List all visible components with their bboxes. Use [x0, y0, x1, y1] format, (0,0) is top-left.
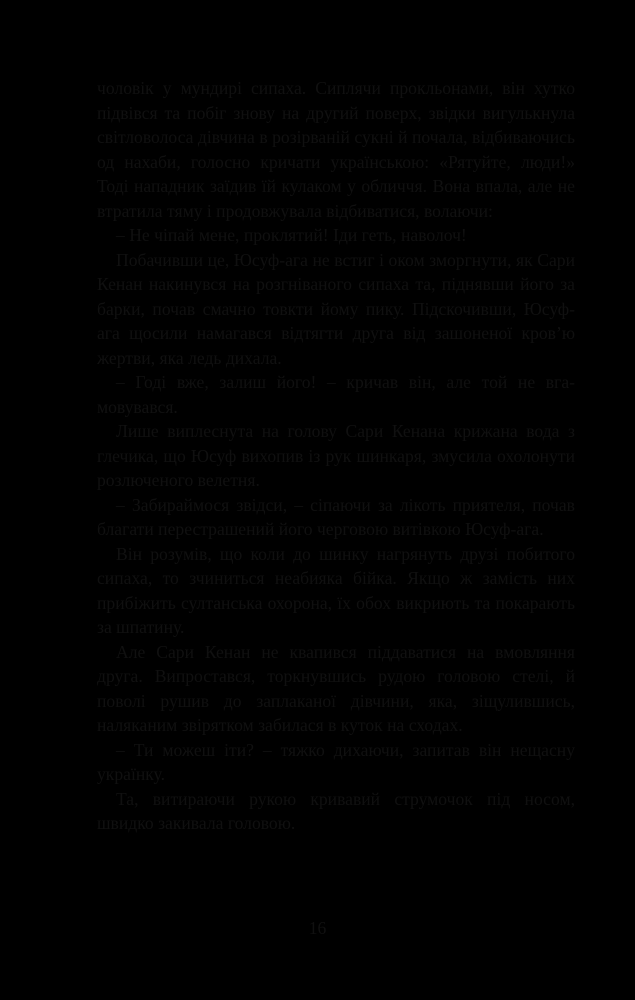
paragraph: – Ти можеш іти? – тяжко дихаючи, запитав він нещасну українку. [97, 739, 575, 784]
paragraph: Та, витираючи рукою кривавий струмочок під носом, швидко закивала головою. [97, 788, 575, 833]
paragraph: Побачивши це, Юсуф-ага не встиг і оком зморгнути, як Сари Кенан накинувся на розгніваного сипаха та, піднявши його за барки, почав смачно товкти йому пику. Підскочивши, Юсуф-ага щосили намагався відтягти друга від зашоненої кров’ю жертви, яка ледь дихала. [97, 249, 575, 368]
paragraph: Він розумів, що коли до шинку нагрянуть друзі побитого сипаха, то зчиниться неабияка бійка. Якщо ж замість них прибіжить султанська охорона, їх обох викриють та покарають за шпатину. [97, 543, 575, 637]
page-number: 16 [308, 918, 327, 938]
paragraph: чоловік у мундирі сипаха. Сиплячи прокльонами, він хутко підвівся та побіг знову на другий поверх, звідки вигулькнула світловолоса дівчина в розірваній сукні й почала, відбиваючись од нахаби, голосно кричати українською: «Рятуйте, люди!» Тоді нападник заїдив їй кулаком у обличчя. Вона впала, але не втратила тяму і продовжувала відбиватися, волаючи: [97, 78, 575, 221]
paragraph: – Не чіпай мене, проклятий! Іди геть, наволоч! [116, 225, 467, 245]
paragraph: – Годі вже, залиш його! – кричав він, але той не вгамовувався. [97, 372, 575, 417]
paragraph: Але Сари Кенан не квапився піддаватися на вмовляння друга. Випростався, торкнувшись рудою головою стелі, й поволі рушив до заплаканої дівчини, яка, зіщулившись, наляканим звірятком забилася в куток на сходах. [97, 641, 575, 735]
paragraph: – Забираймося звідси, – сіпаючи за лікоть приятеля, почав благати перестрашений його черговою витівкою Юсуф-ага. [97, 494, 575, 539]
page-body [97, 76, 575, 836]
paragraph: Лише виплеснута на голову Сари Кенана крижана вода з глечика, що Юсуф вихопив із рук шинкаря, змусила охолонути розлюченого велетня. [97, 421, 575, 490]
